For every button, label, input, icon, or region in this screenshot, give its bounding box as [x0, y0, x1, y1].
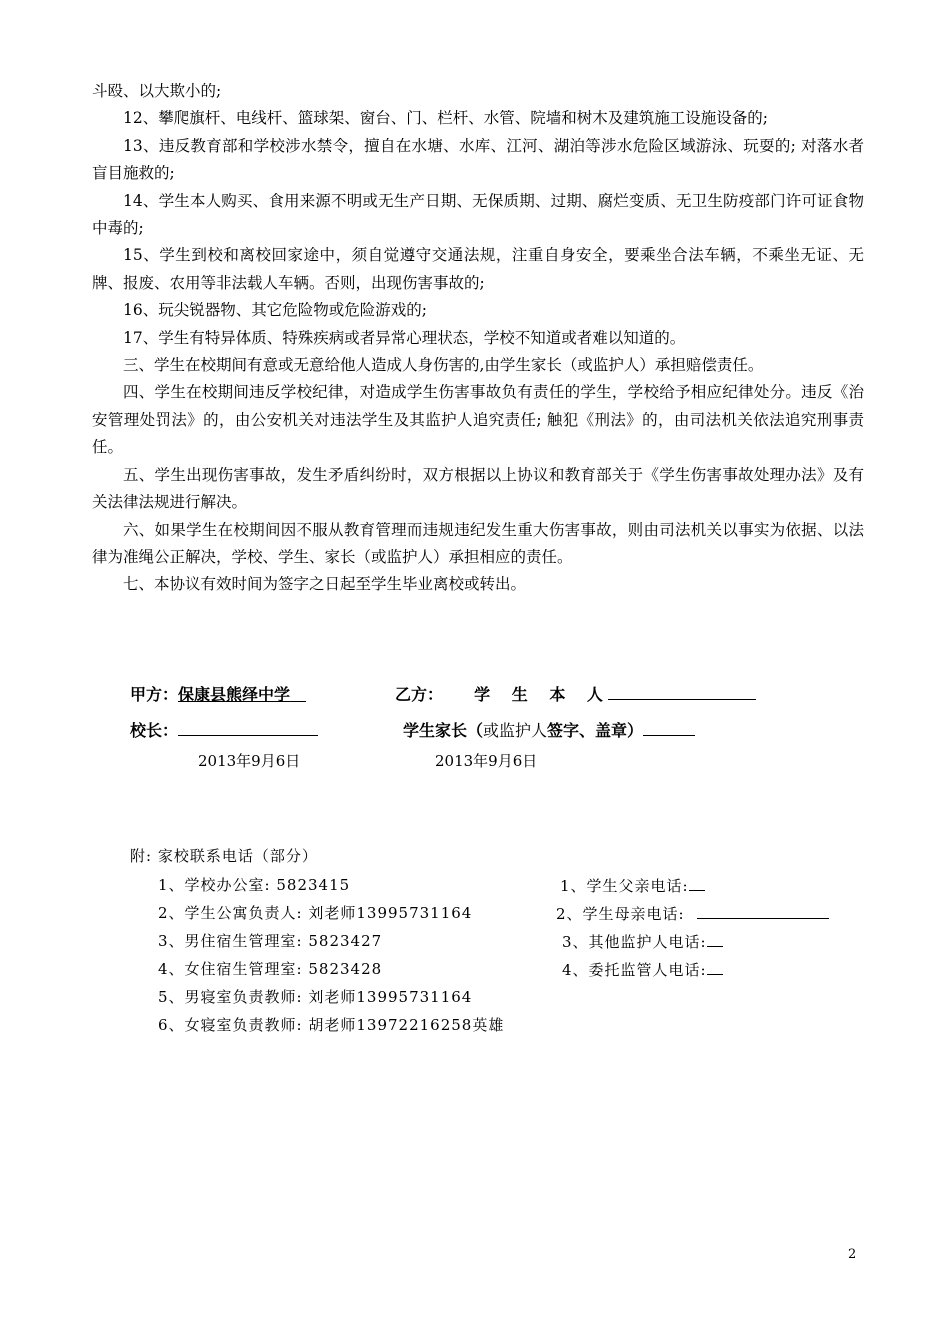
phone-blank[interactable]: [707, 930, 723, 947]
family-contact-label: 2、学生母亲电话:: [556, 905, 685, 923]
party-a-underline: [290, 685, 306, 704]
guardian-label-1: 学生家长（: [403, 721, 484, 740]
paragraph: 五、学生出现伤害事故，发生矛盾纠纷时，双方根据以上协议和教育部关于《学生伤害事故处理办法》及有关法律法规进行解决。: [92, 465, 864, 512]
family-contact-label: 4、委托监管人电话:: [562, 961, 707, 979]
school-contact: 4、女住宿生管理室: 5823428: [158, 960, 383, 978]
page-number: 2: [848, 1247, 857, 1262]
school-contact: 2、学生公寓负责人: 刘老师13995731164: [158, 904, 473, 922]
party-b-label: 乙方：: [395, 685, 444, 704]
guardian-label-3: 签字、盖章）: [547, 721, 644, 740]
party-a-name: 保康县熊绎中学: [178, 685, 291, 704]
contacts-heading: 附: 家校联系电话（部分）: [130, 847, 318, 865]
party-b-name: 学 生 本 人: [474, 685, 603, 704]
school-contact: 6、女寝室负责教师: 胡老师13972216258英雄: [158, 1016, 505, 1034]
school-contact: 3、男住宿生管理室: 5823427: [158, 932, 383, 950]
paragraph: 13、违反教育部和学校涉水禁令，擅自在水塘、水库、江河、湖泊等涉水危险区域游泳、玩耍的; 对落水者盲目施救的;: [92, 136, 864, 183]
principal-row: [130, 718, 644, 741]
paragraph: 斗殴、以大欺小的;: [92, 82, 222, 100]
school-contact: 5、男寝室负责教师: 刘老师13995731164: [158, 988, 473, 1006]
party-row: [130, 682, 603, 705]
paragraph: 六、如果学生在校期间因不服从教育管理而违规违纪发生重大伤害事故，则由司法机关以事实为依据、以法律为准绳公正解决，学校、学生、家长（或监护人）承担相应的责任。: [92, 520, 864, 566]
principal-label: 校长：: [130, 721, 179, 740]
paragraph: 三、学生在校期间有意或无意给他人造成人身伤害的,由学生家长（或监护人）承担赔偿责任。: [123, 356, 764, 375]
phone-blank[interactable]: [697, 902, 829, 919]
paragraph: 四、学生在校期间违反学校纪律，对造成学生伤害事故负有责任的学生，学校给予相应纪律处分。违反《治安管理处罚法》的，由公安机关对违法学生及其监护人追究责任; 触犯《刑法》的，由司法机关依法追究刑事责任。: [92, 383, 864, 457]
family-contact: [560, 874, 705, 896]
agreement-body: [92, 78, 864, 599]
phone-blank[interactable]: [689, 874, 705, 891]
paragraph: 七、本协议有效时间为签字之日起至学生毕业离校或转出。: [123, 575, 527, 594]
paragraph: 14、学生本人购买、食用来源不明或无生产日期、无保质期、过期、腐烂变质、无卫生防疫部门许可证食物中毒的;: [92, 191, 864, 238]
phone-blank[interactable]: [707, 958, 723, 975]
paragraph: 17、学生有特异体质、特殊疾病或者异常心理状态，学校不知道或者难以知道的。: [123, 328, 686, 347]
party-b: [395, 682, 756, 705]
guardian-signature-line[interactable]: [643, 719, 695, 736]
family-contact: [562, 930, 723, 952]
paragraph: 16、玩尖锐器物、其它危险物或危险游戏的;: [123, 301, 427, 320]
principal-signature-line[interactable]: [178, 719, 318, 736]
paragraph: 15、学生到校和离校回家途中，须自觉遵守交通法规，注重自身安全，要乘坐合法车辆，不乘坐无证、无牌、报废、农用等非法载人车辆。否则，出现伤害事故的;: [92, 246, 864, 292]
date-party-b: 2013年9月6日: [435, 752, 538, 770]
family-contact: [562, 958, 723, 980]
school-contact: 1、学校办公室: 5823415: [158, 876, 351, 894]
party-a-label: 甲方：: [130, 685, 179, 704]
family-contact-label: 3、其他监护人电话:: [562, 933, 707, 951]
paragraph: 12、攀爬旗杆、电线杆、篮球架、窗台、门、栏杆、水管、院墙和树木及建筑施工设施设备的;: [123, 109, 768, 128]
date-party-a: 2013年9月6日: [198, 752, 301, 770]
family-contact-label: 1、学生父亲电话:: [560, 877, 689, 895]
guardian: [403, 718, 695, 741]
party-b-signature-line[interactable]: [608, 683, 756, 700]
family-contact: [556, 902, 829, 924]
guardian-label-2: 或监护人: [483, 721, 548, 740]
